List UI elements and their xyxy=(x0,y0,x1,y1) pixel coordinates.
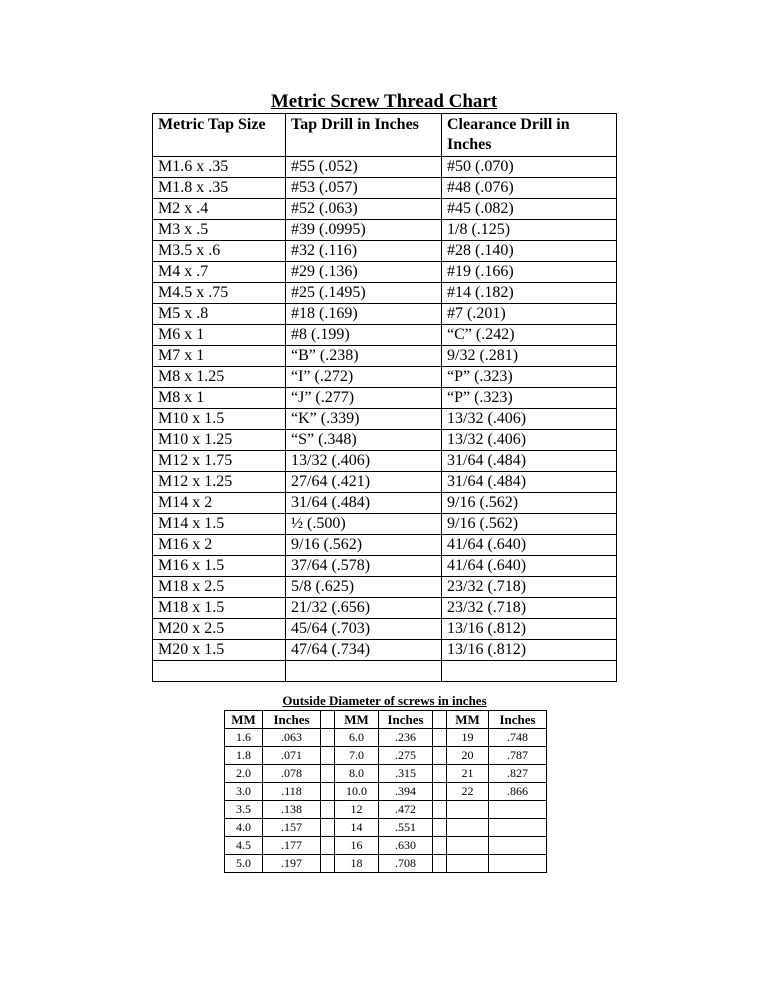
tap-drill-cell: 27/64 (.421) xyxy=(286,472,442,493)
mm-cell: 7.0 xyxy=(335,747,379,765)
mm-cell: 1.6 xyxy=(225,729,263,747)
table-row xyxy=(153,283,617,304)
mm-cell: 21 xyxy=(447,765,489,783)
tap-size-cell: M12 x 1.25 xyxy=(153,472,286,493)
clearance-drill-cell: 31/64 (.484) xyxy=(442,472,617,493)
inches-cell xyxy=(489,819,547,837)
header-mm: MM xyxy=(447,711,489,729)
mm-cell: 19 xyxy=(447,729,489,747)
clearance-drill-cell: 41/64 (.640) xyxy=(442,556,617,577)
tap-size-cell: M1.8 x .35 xyxy=(153,178,286,199)
clearance-drill-cell: 13/16 (.812) xyxy=(442,619,617,640)
spacer-cell xyxy=(433,801,447,819)
spacer-cell xyxy=(321,801,335,819)
clearance-drill-cell: #14 (.182) xyxy=(442,283,617,304)
table-row xyxy=(153,661,617,682)
metric-thread-table xyxy=(152,113,617,682)
header-tap-drill: Tap Drill in Inches xyxy=(286,114,442,157)
clearance-drill-cell: #48 (.076) xyxy=(442,178,617,199)
spacer-cell xyxy=(433,747,447,765)
inches-cell: .063 xyxy=(263,729,321,747)
tap-drill-cell: #8 (.199) xyxy=(286,325,442,346)
tap-drill-cell: 5/8 (.625) xyxy=(286,577,442,598)
spacer-cell xyxy=(321,765,335,783)
inches-cell: .236 xyxy=(379,729,433,747)
mm-cell: 6.0 xyxy=(335,729,379,747)
table-header-row xyxy=(153,114,617,157)
table-row xyxy=(153,178,617,199)
tap-size-cell: M4 x .7 xyxy=(153,262,286,283)
clearance-drill-cell: 31/64 (.484) xyxy=(442,451,617,472)
table-row xyxy=(153,556,617,577)
inches-cell: .157 xyxy=(263,819,321,837)
inches-cell: .394 xyxy=(379,783,433,801)
header-inches: Inches xyxy=(489,711,547,729)
clearance-drill-cell: 23/32 (.718) xyxy=(442,577,617,598)
clearance-drill-cell: 1/8 (.125) xyxy=(442,220,617,241)
clearance-drill-cell: 9/16 (.562) xyxy=(442,493,617,514)
clearance-drill-cell: “C” (.242) xyxy=(442,325,617,346)
tap-size-cell: M14 x 2 xyxy=(153,493,286,514)
od-table-row xyxy=(225,801,547,819)
od-table-row xyxy=(225,855,547,873)
mm-cell: 14 xyxy=(335,819,379,837)
inches-cell: .315 xyxy=(379,765,433,783)
tap-drill-cell: 13/32 (.406) xyxy=(286,451,442,472)
tap-size-cell: M16 x 2 xyxy=(153,535,286,556)
tap-size-cell: M8 x 1.25 xyxy=(153,367,286,388)
clearance-drill-cell: #19 (.166) xyxy=(442,262,617,283)
spacer-cell xyxy=(321,747,335,765)
clearance-drill-cell: 13/32 (.406) xyxy=(442,409,617,430)
inches-cell xyxy=(489,837,547,855)
clearance-drill-cell: 9/32 (.281) xyxy=(442,346,617,367)
header-metric-tap-size: Metric Tap Size xyxy=(153,114,286,157)
tap-drill-cell: #52 (.063) xyxy=(286,199,442,220)
mm-cell: 22 xyxy=(447,783,489,801)
chart-title: Metric Screw Thread Chart xyxy=(270,91,498,112)
table-row xyxy=(153,451,617,472)
tap-drill-cell: #55 (.052) xyxy=(286,157,442,178)
table-row xyxy=(153,619,617,640)
mm-cell: 4.0 xyxy=(225,819,263,837)
inches-cell: .275 xyxy=(379,747,433,765)
tap-drill-cell: “I” (.272) xyxy=(286,367,442,388)
mm-cell: 1.8 xyxy=(225,747,263,765)
clearance-drill-cell: “P” (.323) xyxy=(442,388,617,409)
tap-drill-cell: 31/64 (.484) xyxy=(286,493,442,514)
table-row xyxy=(153,472,617,493)
table-row xyxy=(153,430,617,451)
od-table-row xyxy=(225,729,547,747)
tap-drill-cell: 37/64 (.578) xyxy=(286,556,442,577)
table-row xyxy=(153,304,617,325)
clearance-drill-cell: #45 (.082) xyxy=(442,199,617,220)
outside-diameter-table xyxy=(224,710,547,873)
tap-drill-cell: “J” (.277) xyxy=(286,388,442,409)
tap-drill-cell: #53 (.057) xyxy=(286,178,442,199)
mm-cell: 5.0 xyxy=(225,855,263,873)
clearance-drill-cell: 9/16 (.562) xyxy=(442,514,617,535)
tap-drill-cell xyxy=(286,661,442,682)
clearance-drill-cell: #50 (.070) xyxy=(442,157,617,178)
inches-cell: .118 xyxy=(263,783,321,801)
od-table-row xyxy=(225,783,547,801)
spacer-cell xyxy=(433,783,447,801)
spacer-cell xyxy=(321,711,335,729)
table-row xyxy=(153,514,617,535)
mm-cell xyxy=(447,855,489,873)
inches-cell: .472 xyxy=(379,801,433,819)
inches-cell: .827 xyxy=(489,765,547,783)
clearance-drill-cell: “P” (.323) xyxy=(442,367,617,388)
table-row xyxy=(153,367,617,388)
table-row xyxy=(153,493,617,514)
tap-drill-cell: #39 (.0995) xyxy=(286,220,442,241)
inches-cell: .787 xyxy=(489,747,547,765)
tap-drill-cell: ½ (.500) xyxy=(286,514,442,535)
spacer-cell xyxy=(321,783,335,801)
clearance-drill-cell: 41/64 (.640) xyxy=(442,535,617,556)
od-table-row xyxy=(225,765,547,783)
clearance-drill-cell: #7 (.201) xyxy=(442,304,617,325)
table-row xyxy=(153,157,617,178)
tap-drill-cell: 45/64 (.703) xyxy=(286,619,442,640)
spacer-cell xyxy=(433,765,447,783)
table-row xyxy=(153,199,617,220)
inches-cell xyxy=(489,855,547,873)
inches-cell: .138 xyxy=(263,801,321,819)
clearance-drill-cell: 13/16 (.812) xyxy=(442,640,617,661)
tap-drill-cell: #25 (.1495) xyxy=(286,283,442,304)
tap-size-cell: M6 x 1 xyxy=(153,325,286,346)
tap-size-cell: M5 x .8 xyxy=(153,304,286,325)
tap-size-cell: M18 x 2.5 xyxy=(153,577,286,598)
inches-cell: .078 xyxy=(263,765,321,783)
tap-drill-cell: “B” (.238) xyxy=(286,346,442,367)
table-row xyxy=(153,409,617,430)
spacer-cell xyxy=(321,837,335,855)
mm-cell: 16 xyxy=(335,837,379,855)
tap-size-cell: M16 x 1.5 xyxy=(153,556,286,577)
header-clearance-drill: Clearance Drill in Inches xyxy=(442,114,617,157)
tap-size-cell: M4.5 x .75 xyxy=(153,283,286,304)
mm-cell xyxy=(447,801,489,819)
mm-cell xyxy=(447,837,489,855)
tap-size-cell: M14 x 1.5 xyxy=(153,514,286,535)
tap-drill-cell: #29 (.136) xyxy=(286,262,442,283)
inches-cell: .071 xyxy=(263,747,321,765)
mm-cell: 2.0 xyxy=(225,765,263,783)
tap-drill-cell: 21/32 (.656) xyxy=(286,598,442,619)
table-row xyxy=(153,535,617,556)
tap-drill-cell: #32 (.116) xyxy=(286,241,442,262)
od-table-row xyxy=(225,747,547,765)
table-row xyxy=(153,598,617,619)
spacer-cell xyxy=(433,729,447,747)
spacer-cell xyxy=(321,819,335,837)
tap-size-cell: M12 x 1.75 xyxy=(153,451,286,472)
tap-drill-cell: 9/16 (.562) xyxy=(286,535,442,556)
inches-cell: .708 xyxy=(379,855,433,873)
clearance-drill-cell: 13/32 (.406) xyxy=(442,430,617,451)
mm-cell: 8.0 xyxy=(335,765,379,783)
clearance-drill-cell: 23/32 (.718) xyxy=(442,598,617,619)
table-row xyxy=(153,577,617,598)
od-table-title: Outside Diameter of screws in inches xyxy=(282,693,487,708)
tap-size-cell: M7 x 1 xyxy=(153,346,286,367)
header-mm: MM xyxy=(225,711,263,729)
od-header-row xyxy=(225,711,547,729)
header-mm: MM xyxy=(335,711,379,729)
tap-size-cell: M1.6 x .35 xyxy=(153,157,286,178)
mm-cell: 3.0 xyxy=(225,783,263,801)
spacer-cell xyxy=(433,819,447,837)
tap-size-cell: M10 x 1.25 xyxy=(153,430,286,451)
od-table-row xyxy=(225,819,547,837)
tap-size-cell xyxy=(153,661,286,682)
tap-size-cell: M3 x .5 xyxy=(153,220,286,241)
inches-cell: .748 xyxy=(489,729,547,747)
inches-cell: .866 xyxy=(489,783,547,801)
tap-drill-cell: “K” (.339) xyxy=(286,409,442,430)
tap-size-cell: M18 x 1.5 xyxy=(153,598,286,619)
table-row xyxy=(153,346,617,367)
tap-size-cell: M20 x 2.5 xyxy=(153,619,286,640)
mm-cell xyxy=(447,819,489,837)
mm-cell: 20 xyxy=(447,747,489,765)
table-row xyxy=(153,640,617,661)
table-row xyxy=(153,241,617,262)
clearance-drill-cell: #28 (.140) xyxy=(442,241,617,262)
inches-cell xyxy=(489,801,547,819)
mm-cell: 18 xyxy=(335,855,379,873)
tap-size-cell: M2 x .4 xyxy=(153,199,286,220)
table-row xyxy=(153,262,617,283)
mm-cell: 10.0 xyxy=(335,783,379,801)
spacer-cell xyxy=(433,837,447,855)
header-inches: Inches xyxy=(263,711,321,729)
od-table-row xyxy=(225,837,547,855)
inches-cell: .551 xyxy=(379,819,433,837)
tap-size-cell: M3.5 x .6 xyxy=(153,241,286,262)
table-row xyxy=(153,325,617,346)
inches-cell: .177 xyxy=(263,837,321,855)
mm-cell: 12 xyxy=(335,801,379,819)
clearance-drill-cell xyxy=(442,661,617,682)
inches-cell: .630 xyxy=(379,837,433,855)
tap-size-cell: M8 x 1 xyxy=(153,388,286,409)
tap-drill-cell: “S” (.348) xyxy=(286,430,442,451)
header-inches: Inches xyxy=(379,711,433,729)
spacer-cell xyxy=(433,855,447,873)
table-row xyxy=(153,220,617,241)
mm-cell: 4.5 xyxy=(225,837,263,855)
spacer-cell xyxy=(321,729,335,747)
tap-drill-cell: 47/64 (.734) xyxy=(286,640,442,661)
inches-cell: .197 xyxy=(263,855,321,873)
spacer-cell xyxy=(321,855,335,873)
mm-cell: 3.5 xyxy=(225,801,263,819)
table-row xyxy=(153,388,617,409)
tap-size-cell: M10 x 1.5 xyxy=(153,409,286,430)
spacer-cell xyxy=(433,711,447,729)
tap-size-cell: M20 x 1.5 xyxy=(153,640,286,661)
tap-drill-cell: #18 (.169) xyxy=(286,304,442,325)
